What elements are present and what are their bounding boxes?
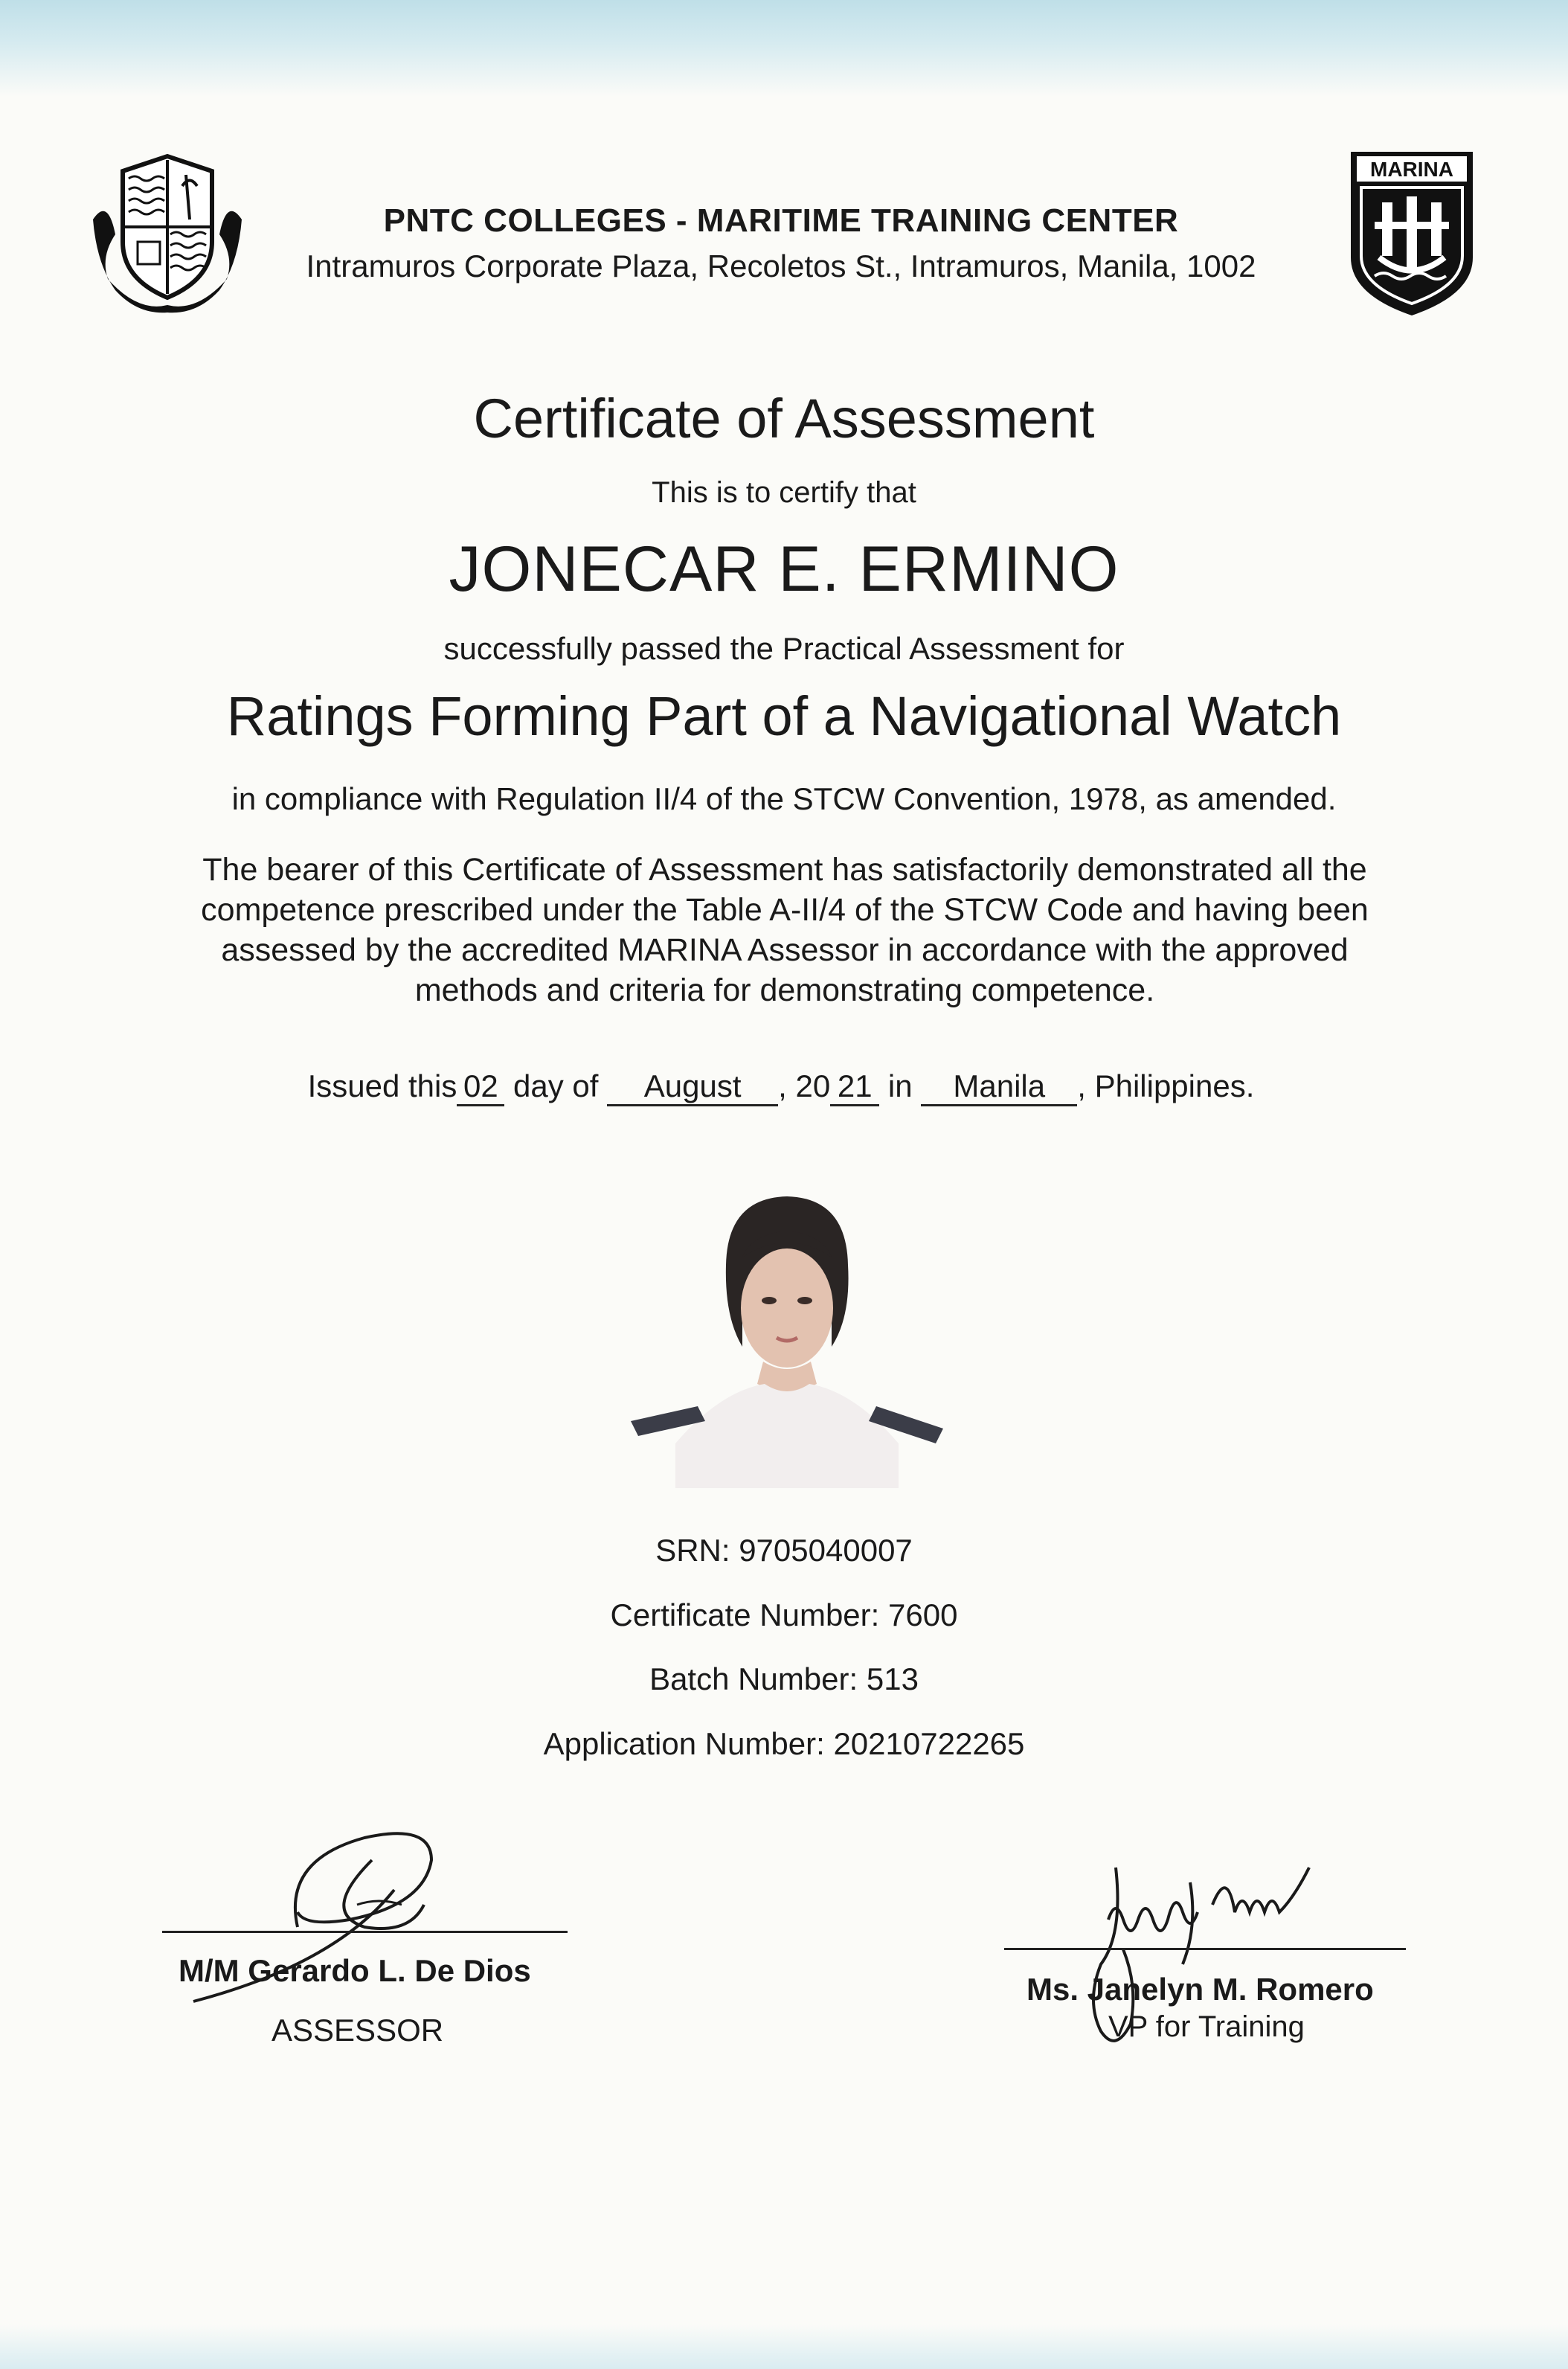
issued-year: 21 (830, 1068, 879, 1106)
issued-country: , Philippines. (1077, 1068, 1255, 1103)
issued-month: August (607, 1068, 778, 1106)
body-line: methods and criteria for demonstrating competence. (414, 972, 1155, 1008)
vp-name: Ms. Janelyn M. Romero (1026, 1972, 1374, 2007)
application-number-line: Application Number: 20210722265 (543, 1726, 1025, 1761)
vp-signature-line (1004, 1948, 1406, 1950)
passed-line: successfully passed the Practical Assessment for (443, 631, 1125, 666)
certificate-number-line: Certificate Number: 7600 (610, 1597, 958, 1632)
issued-day: 02 (457, 1068, 504, 1106)
institution-name: PNTC COLLEGES - MARITIME TRAINING CENTER (383, 202, 1179, 239)
institution-address: Intramuros Corporate Plaza, Recoletos St., Intramuros, Manila, 1002 (306, 249, 1256, 283)
body-paragraph (171, 850, 1398, 1010)
body-line: The bearer of this Certificate of Assessment has satisfactorily demonstrated all the (202, 852, 1367, 888)
assessor-signature (186, 1815, 528, 2024)
srn-line: SRN: 9705040007 (655, 1533, 913, 1568)
svg-text:MARINA: MARINA (1370, 158, 1453, 181)
recipient-name: JONECAR E. ERMINO (449, 533, 1119, 605)
body-line: competence prescribed under the Table A-II/4 of the STCW Code and having been (201, 892, 1369, 928)
issued-place: Manila (921, 1068, 1077, 1106)
certify-line: This is to certify that (652, 476, 916, 509)
batch-number-line: Batch Number: 513 (649, 1661, 919, 1696)
paper-tint-top (0, 0, 1568, 97)
issued-in: in (887, 1068, 913, 1103)
issued-day-of: day of (513, 1068, 599, 1103)
vp-title: VP for Training (1108, 2010, 1305, 2043)
issued-prefix: Issued this (307, 1068, 457, 1103)
assessor-name: M/M Gerardo L. De Dios (179, 1953, 531, 1988)
compliance-line: in compliance with Regulation II/4 of the STCW Convention, 1978, as amended. (231, 781, 1337, 816)
id-photo-icon (631, 1176, 943, 1533)
body-line: assessed by the accredited MARINA Assessor in accordance with the approved (221, 932, 1349, 968)
issued-line (149, 1068, 1413, 1106)
paper-tint-bottom (0, 2324, 1568, 2369)
course-title: Ratings Forming Part of a Navigational Watch (226, 685, 1342, 747)
assessor-title: ASSESSOR (271, 2013, 444, 2048)
assessor-signature-line (162, 1931, 568, 1933)
issued-year-prefix: , 20 (778, 1068, 831, 1103)
certificate-title: Certificate of Assessment (473, 388, 1095, 449)
